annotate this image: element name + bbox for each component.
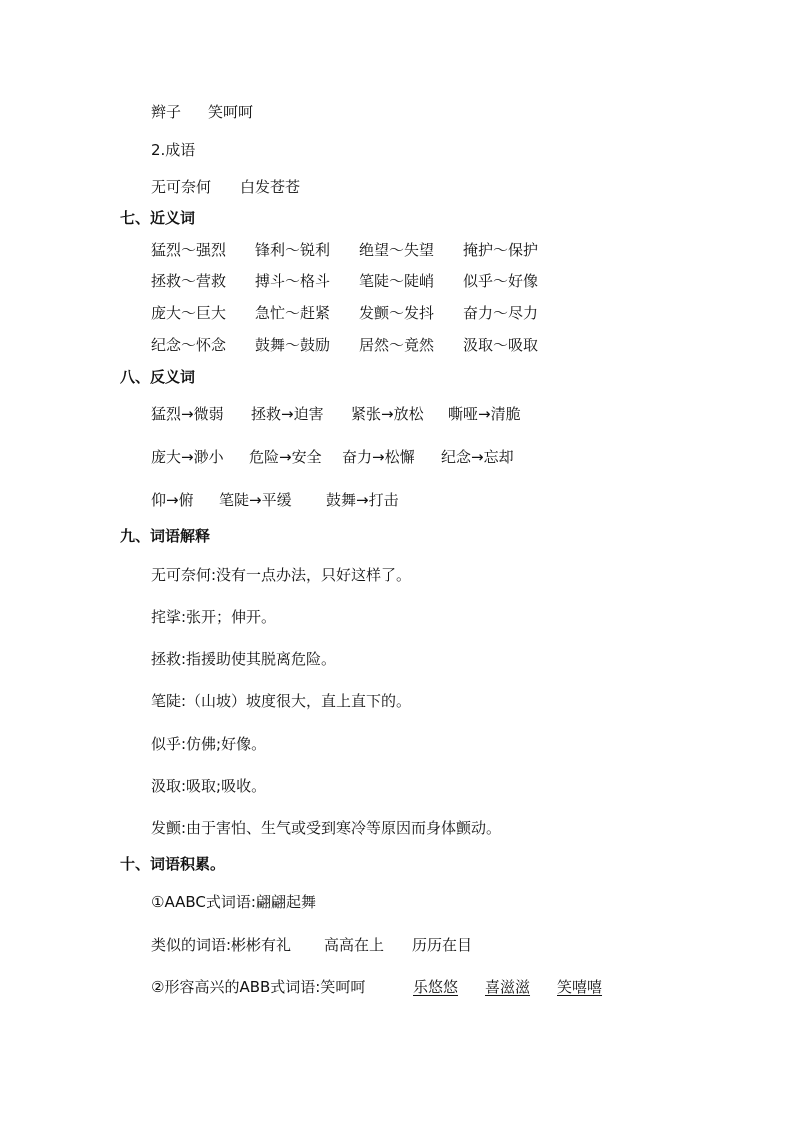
synonym-pair: 搏斗～格斗 xyxy=(255,272,331,290)
abb-word-underlined: 笑嘻嘻 xyxy=(557,978,603,996)
intro-words-line xyxy=(151,102,253,122)
synonym-pair: 居然～竟然 xyxy=(359,336,435,354)
antonym-pair: 仰→俯 xyxy=(151,491,194,509)
section-heading-antonyms: 八、反义词 xyxy=(120,368,196,386)
intro-word: 辫子 xyxy=(151,103,182,121)
antonym-pair: 奋力→松懈 xyxy=(342,448,415,466)
similar-word: 类似的词语:彬彬有礼 xyxy=(151,936,292,954)
definition-item: 拯救:指援助使其脱离危险。 xyxy=(151,650,337,668)
antonym-pair: 嘶哑→清脆 xyxy=(448,405,521,423)
synonym-pair: 发颤～发抖 xyxy=(359,304,435,322)
definition-item: 挓挲:张开；伸开。 xyxy=(151,608,277,626)
synonym-pair: 汲取～吸取 xyxy=(463,336,539,354)
abb-word-underlined: 喜滋滋 xyxy=(485,978,531,996)
idioms-line xyxy=(151,177,300,197)
antonym-row xyxy=(151,404,521,424)
antonym-pair: 庞大→渺小 xyxy=(151,448,224,466)
synonym-pair: 拯救～营救 xyxy=(151,272,227,290)
antonym-pair: 纪念→忘却 xyxy=(441,448,514,466)
antonym-pair: 鼓舞→打击 xyxy=(326,491,399,509)
accumulation-line xyxy=(151,977,602,997)
definition-item: 无可奈何:没有一点办法，只好这样了。 xyxy=(151,566,412,584)
similar-word: 历历在目 xyxy=(412,936,473,954)
synonym-pair: 锋利～锐利 xyxy=(255,241,331,259)
synonym-pair: 纪念～怀念 xyxy=(151,336,227,354)
similar-word: 高高在上 xyxy=(324,936,385,954)
idiom: 白发苍苍 xyxy=(240,178,301,196)
antonym-pair: 猛烈→微弱 xyxy=(151,405,224,423)
definition-item: 笔陡:（山坡）坡度很大，直上直下的。 xyxy=(151,692,412,710)
synonym-row xyxy=(151,303,567,323)
synonym-pair: 猛烈～强烈 xyxy=(151,241,227,259)
abb-prefix: ②形容高兴的ABB式词语:笑呵呵 xyxy=(151,978,366,996)
section-heading-synonyms: 七、近义词 xyxy=(120,209,196,227)
synonym-pair: 绝望～失望 xyxy=(359,241,435,259)
synonym-pair: 鼓舞～鼓励 xyxy=(255,336,331,354)
intro-word: 笑呵呵 xyxy=(208,103,254,121)
idiom-subtitle: 2.成语 xyxy=(151,141,196,159)
definition-item: 似乎:仿佛;好像。 xyxy=(151,735,267,753)
antonym-row xyxy=(151,490,399,510)
antonym-pair: 紧张→放松 xyxy=(351,405,424,423)
synonym-pair: 似乎～好像 xyxy=(463,272,539,290)
accumulation-line xyxy=(151,935,472,955)
synonym-row xyxy=(151,271,567,291)
accumulation-line: ①AABC式词语:翩翩起舞 xyxy=(151,893,316,911)
section-heading-definitions: 九、词语解释 xyxy=(120,527,211,545)
definition-item: 发颤:由于害怕、生气或受到寒冷等原因而身体颤动。 xyxy=(151,819,502,837)
synonym-row xyxy=(151,240,567,260)
synonym-pair: 急忙～赶紧 xyxy=(255,304,331,322)
idiom: 无可奈何 xyxy=(151,178,212,196)
section-heading-accumulation: 十、词语积累。 xyxy=(120,855,226,873)
synonym-pair: 奋力～尽力 xyxy=(463,304,539,322)
antonym-pair: 危险→安全 xyxy=(249,448,322,466)
abb-word-underlined: 乐悠悠 xyxy=(413,978,459,996)
antonym-row xyxy=(151,447,514,467)
synonym-pair: 掩护～保护 xyxy=(463,241,539,259)
antonym-pair: 笔陡→平缓 xyxy=(219,491,292,509)
synonym-pair: 笔陡～陡峭 xyxy=(359,272,435,290)
synonym-pair: 庞大～巨大 xyxy=(151,304,227,322)
definition-item: 汲取:吸取;吸收。 xyxy=(151,777,267,795)
synonym-row xyxy=(151,335,567,355)
antonym-pair: 拯救→迫害 xyxy=(251,405,324,423)
